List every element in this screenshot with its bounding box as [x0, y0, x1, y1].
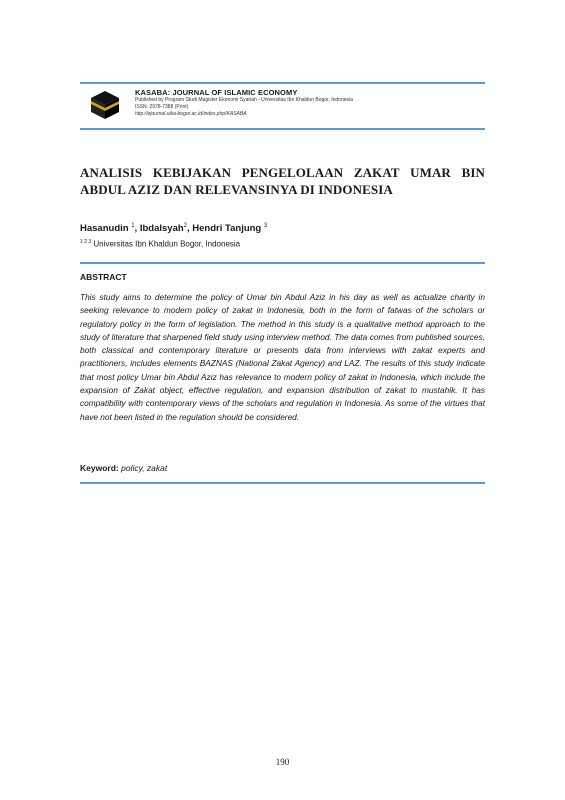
journal-publisher: Published by Program Studi Magister Ekonomi Syariah - Universitas Ibn Khaldun Bogor, Indonesia: [135, 97, 353, 103]
keyword-label: Keyword:: [80, 463, 119, 473]
keyword-line: [80, 463, 167, 473]
author-name: Ibdalsyah: [139, 223, 184, 235]
header-bottom-rule: [80, 128, 485, 130]
kaaba-logo-icon: [89, 89, 121, 121]
header-top-rule: [80, 82, 485, 84]
author-name: Hasanudin: [80, 223, 129, 235]
affiliation-sup: 1 2 3: [80, 239, 92, 245]
author-sup: 2: [183, 223, 187, 229]
affiliation-text: Universitas Ibn Khaldun Bogor, Indonesia: [93, 239, 241, 249]
abstract-bottom-rule: [80, 482, 485, 484]
journal-issn: ISSN: 2978-7388 (Print): [135, 104, 189, 110]
abstract-top-rule: [80, 262, 485, 264]
journal-url[interactable]: http://ejournal.uika-bogor.ac.id/index.php/KASABA: [135, 111, 247, 117]
abstract-heading: ABSTRACT: [80, 272, 127, 282]
author-name: Hendri Tanjung: [192, 223, 262, 235]
paper-title: ANALISIS KEBIJAKAN PENGELOLAAN ZAKAT UMAR BIN ABDUL AZIZ DAN RELEVANSINYA DI INDONESIA: [80, 165, 485, 197]
keyword-value: policy, zakat: [121, 463, 168, 473]
author-list: Hasanudin $^1$, Ibdalsyah$^2$, Hendri Tanjung $^3$: [80, 223, 268, 235]
author-sup: 3: [263, 223, 268, 229]
journal-header: [135, 88, 475, 118]
abstract-body: This study aims to determine the policy of Umar bin Abdul Aziz in his day as well as actualize charity in seeking relevance to modern policy of zakat in Indonesia, both in the form of fatwas of the scholars or regulatory policy in the form of legislation. The method in this study is a qualitative method approach to the study of literature that sharpened field study using interview method. The data comes from published sources, both classical and contemporary literature or presents data from interviews with zakat experts and practitioners, includes elements BAZNAS (National Zakat Agency) and LAZ. The results of this study indicate that most policy Umar bin Abdul Aziz has relevance to modern policy of zakat in Indonesia, which include the expansion of Zakat object, effective regulation, and expansion distribution of zakat to mustahik. It has compatibility with contemporary views of the scholars and regulation in Indonesia. As some of the virtues that have not been listed in the regulation should be considered.: [80, 292, 485, 422]
author-sup: 1: [131, 223, 135, 229]
journal-title: KASABA: JOURNAL OF ISLAMIC ECONOMY: [135, 88, 298, 97]
page-number: 190: [275, 757, 290, 767]
affiliation: [80, 239, 240, 249]
